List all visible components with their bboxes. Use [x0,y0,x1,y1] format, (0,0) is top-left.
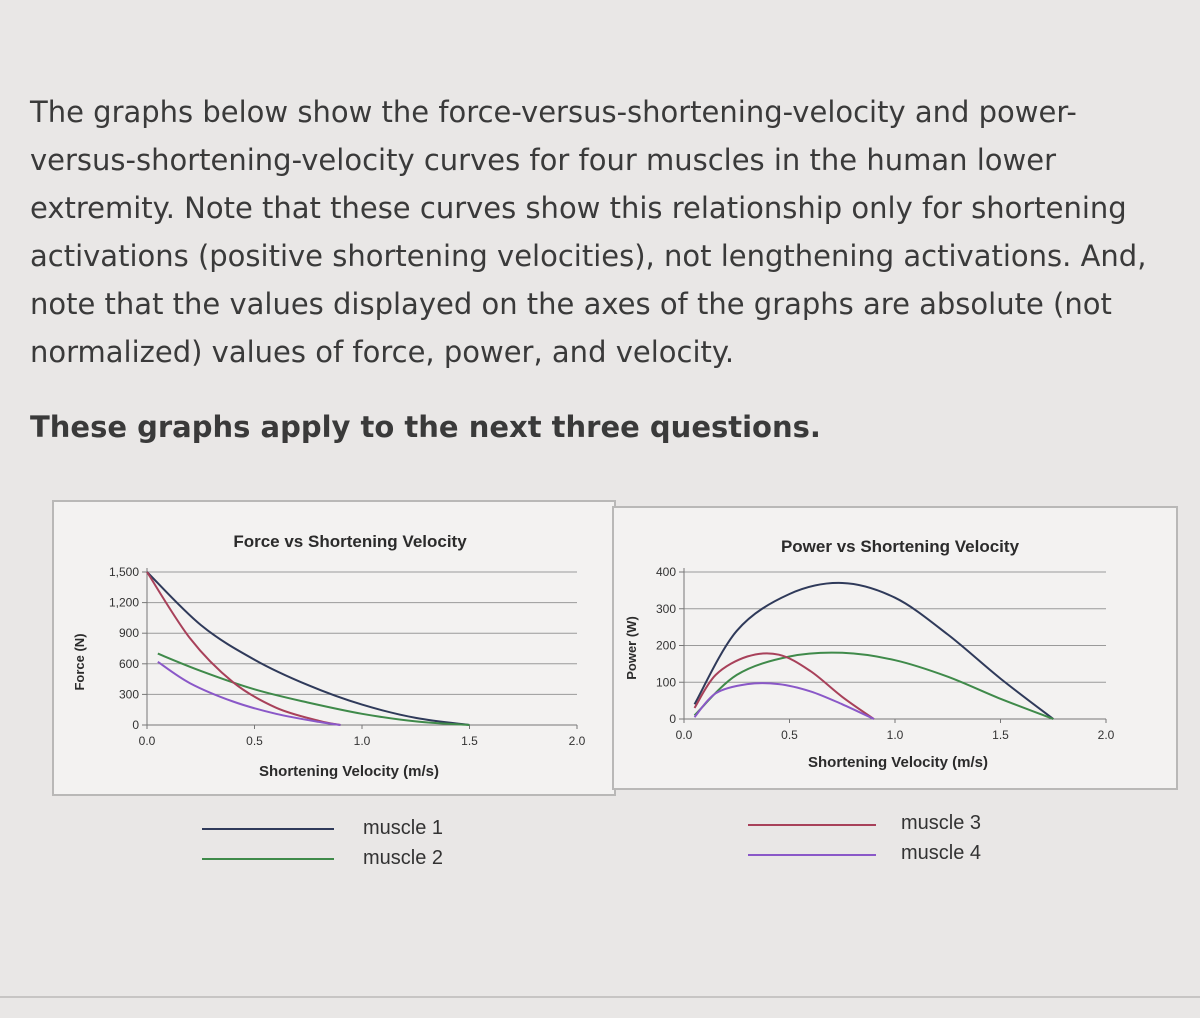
force-chart [54,502,614,794]
power-chart [614,508,1176,788]
lead-sentence: These graphs apply to the next three questions. [30,410,821,444]
legend-left [200,815,500,875]
intro-paragraph: The graphs below show the force-versus-shortening-velocity and power-versus-shortening-velocity curves for four muscles in the human lower extremity. Note that these curves show this relationship only for shortening activations (positive shortening velocities), not lengthening activations. And, note that the values displayed on the axes of the graphs are absolute (not normalized) values of force, power, and velocity. [30,95,1147,369]
x-tick-label: 1.0 [886,728,904,742]
y-axis-label: Force (N) [72,633,87,691]
x-tick-label: 2.0 [568,734,586,748]
bottom-divider [0,996,1200,998]
x-tick-label: 0.0 [138,734,156,748]
y-tick-label: 1,500 [108,565,139,579]
x-tick-label: 0.5 [781,728,798,742]
y-tick-label: 1,200 [108,595,139,610]
chart-title: Power vs Shortening Velocity [780,537,1020,556]
x-tick-label: 1.5 [461,734,478,748]
y-tick-label: 600 [118,656,139,671]
legend-label-muscle-1: muscle 1 [363,817,444,839]
legend-swatch-muscle-2 [202,858,334,860]
y-tick-label: 200 [655,638,676,653]
series-line-muscle-3 [147,572,341,725]
y-tick-label: 0 [132,718,139,732]
x-axis-label: Shortening Velocity (m/s) [258,763,440,780]
y-tick-label: 100 [655,675,676,690]
legend-swatch-muscle-3 [748,824,876,826]
y-tick-label: 0 [669,712,676,726]
x-tick-label: 1.0 [353,734,371,748]
y-tick-label: 300 [655,601,676,616]
x-axis-label: Shortening Velocity (m/s) [807,754,989,771]
chart-title: Force vs Shortening Velocity [233,532,467,551]
legend-swatch-muscle-1 [202,828,334,830]
legend-right [746,810,1046,870]
x-tick-label: 0.5 [246,734,263,748]
force-chart-panel [52,500,616,796]
y-tick-label: 900 [118,626,139,641]
power-chart-panel [612,506,1178,790]
series-line-muscle-2 [695,653,1054,719]
legend-label-muscle-2: muscle 2 [363,847,444,869]
legend-label-muscle-4: muscle 4 [901,842,982,864]
y-tick-label: 300 [118,687,139,702]
y-axis-label: Power (W) [624,616,639,680]
legend-label-muscle-3: muscle 3 [901,812,982,834]
x-tick-label: 0.0 [675,728,693,742]
x-tick-label: 1.5 [992,728,1009,742]
x-tick-label: 2.0 [1097,728,1115,742]
y-tick-label: 400 [655,565,676,579]
legend-swatch-muscle-4 [748,854,876,856]
